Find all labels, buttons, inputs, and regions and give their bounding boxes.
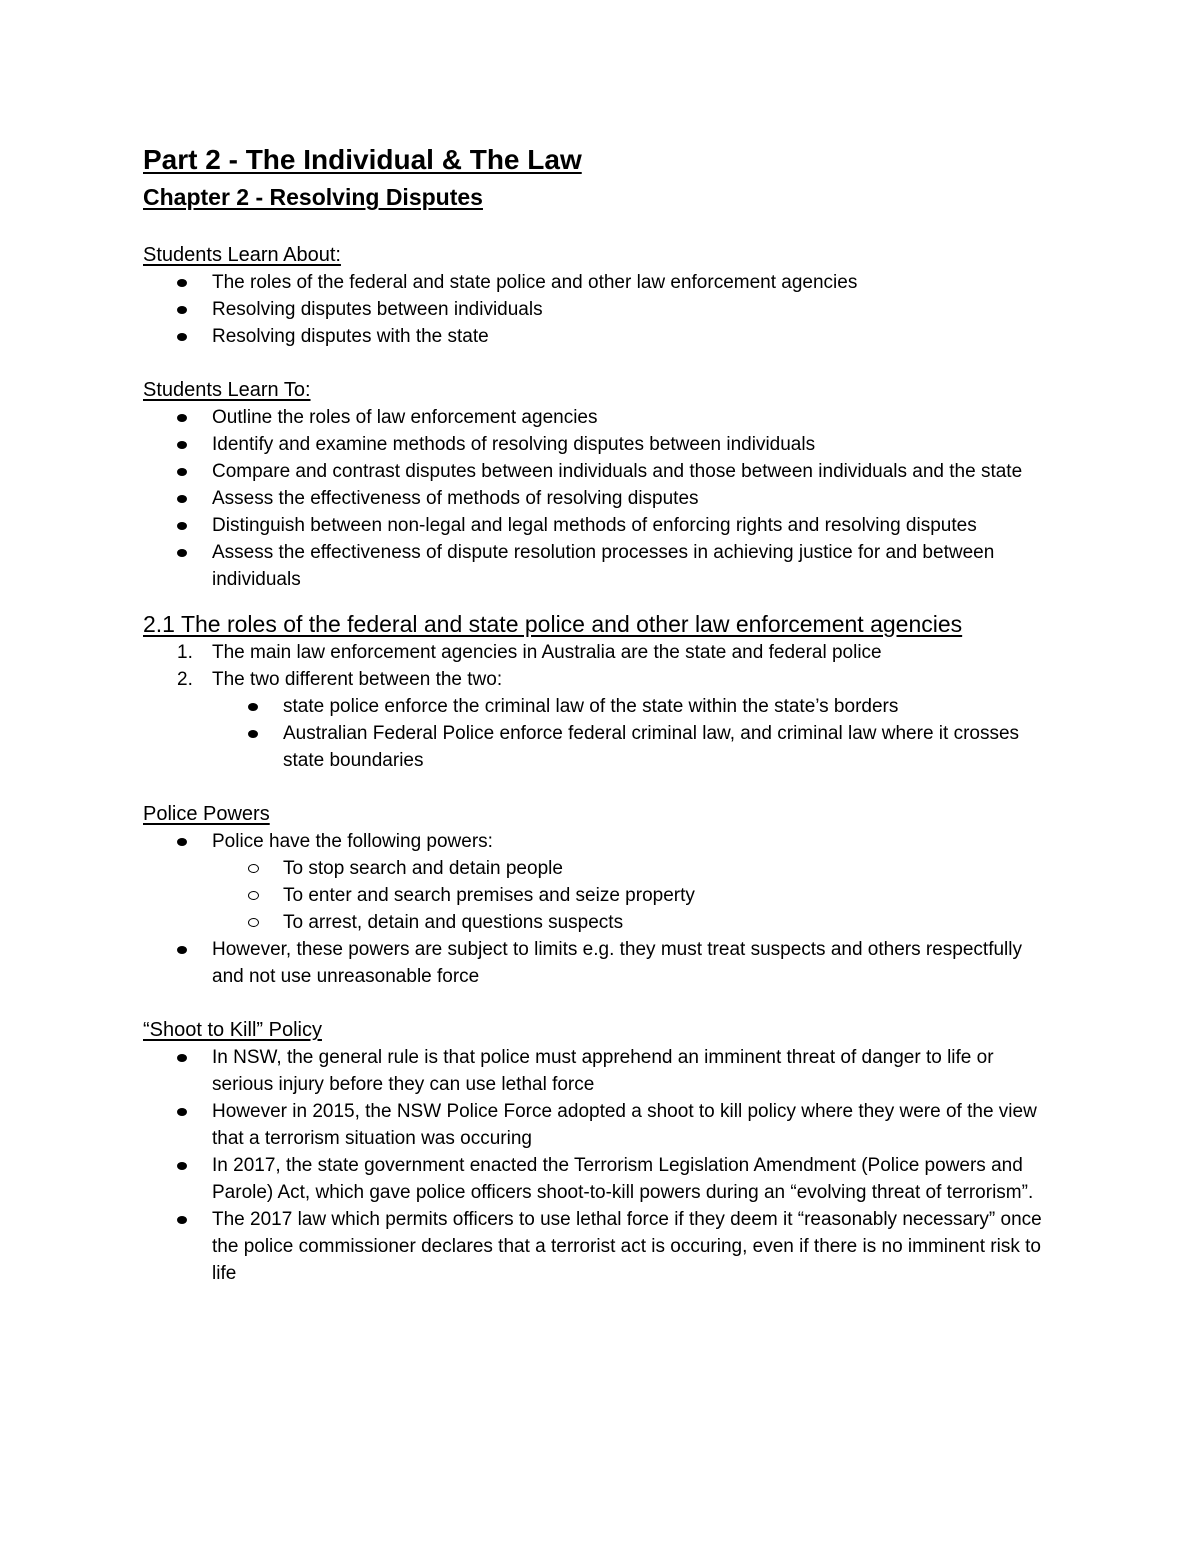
list-item: In NSW, the general rule is that police must apprehend an imminent threat of danger to life or serious injury before they can use lethal force bbox=[143, 1044, 1053, 1098]
list-item: However, these powers are subject to limits e.g. they must treat suspects and others respectfully and not use unreasonable force bbox=[143, 936, 1053, 990]
list-item: Identify and examine methods of resolving disputes between individuals bbox=[143, 431, 1053, 458]
list-number: 2. bbox=[177, 669, 193, 690]
hollow-bullet-icon bbox=[248, 864, 259, 873]
bullet-icon bbox=[177, 1108, 187, 1116]
list-item: Australian Federal Police enforce federal criminal law, and criminal law where it crosses state boundaries bbox=[214, 720, 1053, 774]
bullet-icon bbox=[248, 730, 258, 738]
bullet-icon bbox=[177, 549, 187, 557]
list-item: To enter and search premises and seize property bbox=[214, 882, 1053, 909]
police-powers-sublist bbox=[214, 855, 1053, 936]
section-2-1-list bbox=[143, 639, 1053, 693]
hollow-bullet-icon bbox=[248, 918, 259, 927]
shoot-to-kill-heading: “Shoot to Kill” Policy bbox=[143, 1019, 322, 1041]
list-item: Resolving disputes with the state bbox=[143, 323, 1053, 350]
list-item: Resolving disputes between individuals bbox=[143, 296, 1053, 323]
list-item: The 2017 law which permits officers to use lethal force if they deem it “reasonably necessary” once the police commissioner declares that a terrorist act is occuring, even if there is no imminent risk to life bbox=[143, 1206, 1053, 1287]
list-item: 1. The main law enforcement agencies in Australia are the state and federal police bbox=[143, 639, 1053, 666]
learn-about-list bbox=[143, 269, 1053, 350]
bullet-icon bbox=[177, 1216, 187, 1224]
list-item: Outline the roles of law enforcement agencies bbox=[143, 404, 1053, 431]
bullet-icon bbox=[177, 414, 187, 422]
learn-to-list bbox=[143, 404, 1053, 593]
bullet-icon bbox=[177, 1054, 187, 1062]
list-item: Assess the effectiveness of dispute resolution processes in achieving justice for and between individuals bbox=[143, 539, 1053, 593]
shoot-to-kill-list bbox=[143, 1044, 1053, 1287]
bullet-icon bbox=[177, 522, 187, 530]
bullet-icon bbox=[177, 333, 187, 341]
list-item: In 2017, the state government enacted the Terrorism Legislation Amendment (Police powers and Parole) Act, which gave police officers shoot-to-kill powers during an “evolving threat of terrorism”. bbox=[143, 1152, 1053, 1206]
part-title: Part 2 - The Individual & The Law bbox=[143, 144, 582, 175]
section-2-1-heading: 2.1 The roles of the federal and state police and other law enforcement agencies bbox=[143, 611, 963, 637]
list-item: To arrest, detain and questions suspects bbox=[214, 909, 1053, 936]
bullet-icon bbox=[177, 468, 187, 476]
chapter-title: Chapter 2 - Resolving Disputes bbox=[143, 184, 483, 210]
list-item: Compare and contrast disputes between individuals and those between individuals and the state bbox=[143, 458, 1053, 485]
list-item: Distinguish between non-legal and legal methods of enforcing rights and resolving disputes bbox=[143, 512, 1053, 539]
hollow-bullet-icon bbox=[248, 891, 259, 900]
bullet-icon bbox=[177, 838, 187, 846]
section-2-1-sublist bbox=[214, 693, 1053, 774]
police-powers-list-continued bbox=[143, 936, 1053, 990]
bullet-icon bbox=[248, 703, 258, 711]
learn-to-heading: Students Learn To: bbox=[143, 379, 311, 401]
police-powers-heading: Police Powers bbox=[143, 803, 270, 825]
bullet-icon bbox=[177, 441, 187, 449]
learn-about-heading: Students Learn About: bbox=[143, 244, 341, 266]
list-number: 1. bbox=[177, 642, 193, 663]
bullet-icon bbox=[177, 946, 187, 954]
list-item: The roles of the federal and state police and other law enforcement agencies bbox=[143, 269, 1053, 296]
bullet-icon bbox=[177, 279, 187, 287]
bullet-icon bbox=[177, 495, 187, 503]
list-item: Assess the effectiveness of methods of resolving disputes bbox=[143, 485, 1053, 512]
list-item: state police enforce the criminal law of the state within the state’s borders bbox=[214, 693, 1053, 720]
list-item: However in 2015, the NSW Police Force adopted a shoot to kill policy where they were of the view that a terrorism situation was occuring bbox=[143, 1098, 1053, 1152]
bullet-icon bbox=[177, 1162, 187, 1170]
list-item: Police have the following powers: bbox=[143, 828, 1053, 855]
list-item: To stop search and detain people bbox=[214, 855, 1053, 882]
list-item: 2. The two different between the two: bbox=[143, 666, 1053, 693]
bullet-icon bbox=[177, 306, 187, 314]
police-powers-list bbox=[143, 828, 1053, 855]
document-page bbox=[143, 140, 1053, 1287]
